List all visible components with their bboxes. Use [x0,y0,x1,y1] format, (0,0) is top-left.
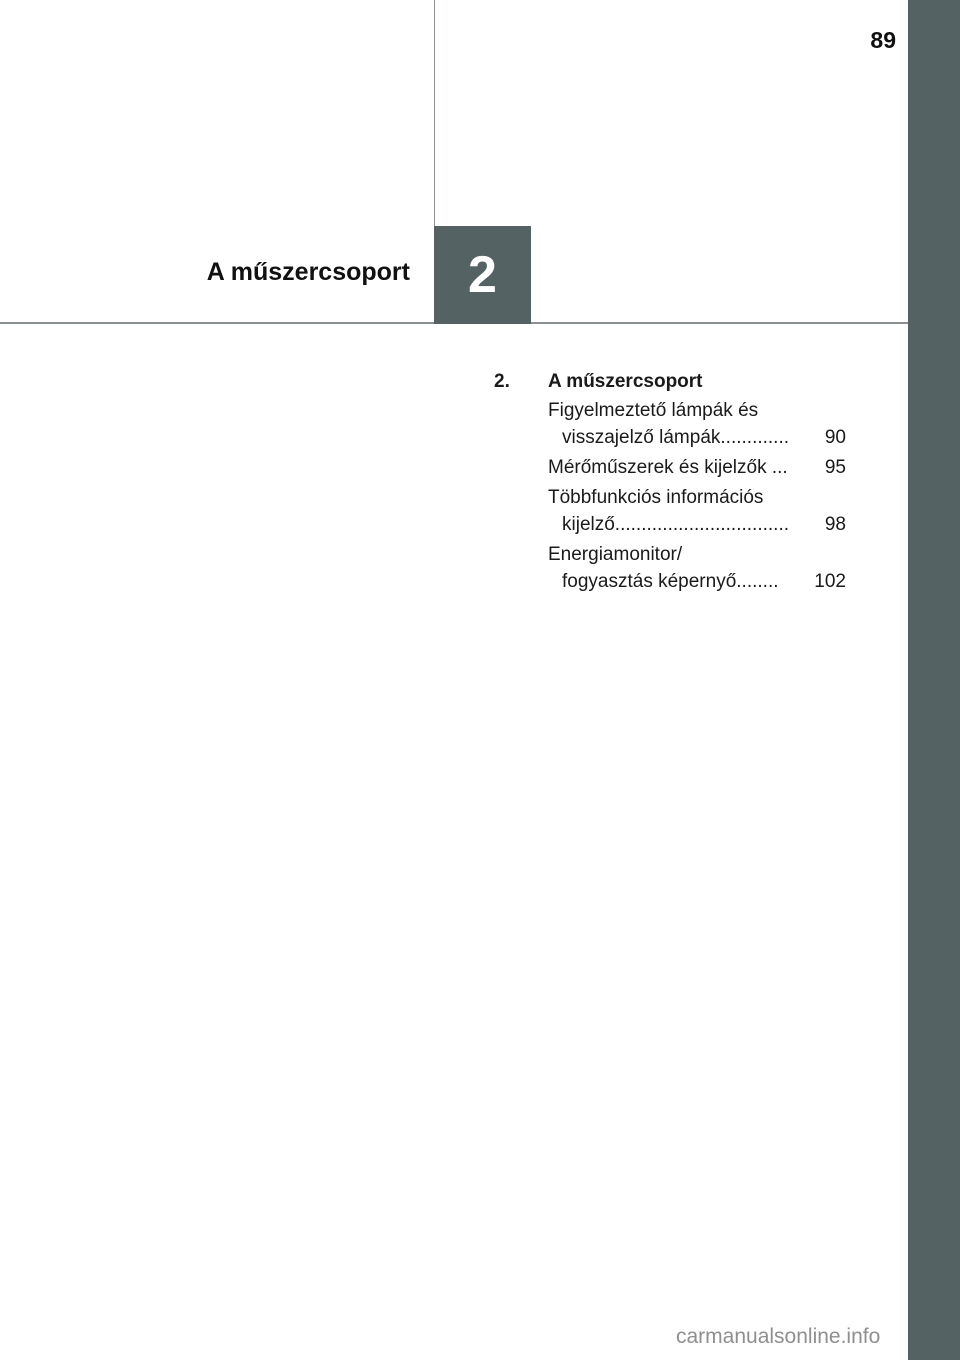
chapter-title: A műszercsoport [206,258,410,286]
page-number: 89 [870,27,896,53]
chapter-number-box [434,226,531,324]
toc-entry-page: 98 [824,514,846,535]
toc-entry-text-cont: fogyasztás képernyő........ [562,571,779,592]
toc-entry-multi-info-display[interactable] [548,484,846,538]
toc-entry-page: 102 [814,571,846,592]
toc-entry-text: Többfunkciós információs [548,487,764,508]
toc-heading-number: 2. [494,371,510,392]
toc-entry-text-cont: visszajelző lámpák............. [562,427,790,448]
toc-heading-title: A műszercsoport [548,371,703,392]
watermark: carmanualsonline.info [676,1325,881,1348]
toc-entry-page: 95 [824,457,846,478]
toc-heading [494,368,846,395]
toc-entry-gauges[interactable] [548,454,846,481]
toc-entry-warning-lights[interactable] [548,397,846,451]
toc-entry-text: Energiamonitor/ [548,544,683,565]
vertical-divider [434,0,435,226]
chapter-side-tab [908,0,960,1360]
table-of-contents [494,368,846,598]
toc-entry-text-cont: kijelző................................. [562,514,789,535]
toc-entry-text: Mérőműszerek és kijelzők ... [548,457,788,478]
toc-entry-page: 90 [824,427,846,448]
chapter-number: 2 [468,246,497,304]
toc-entry-energy-monitor[interactable] [548,541,846,595]
toc-entry-text: Figyelmeztető lámpák és [548,400,759,421]
